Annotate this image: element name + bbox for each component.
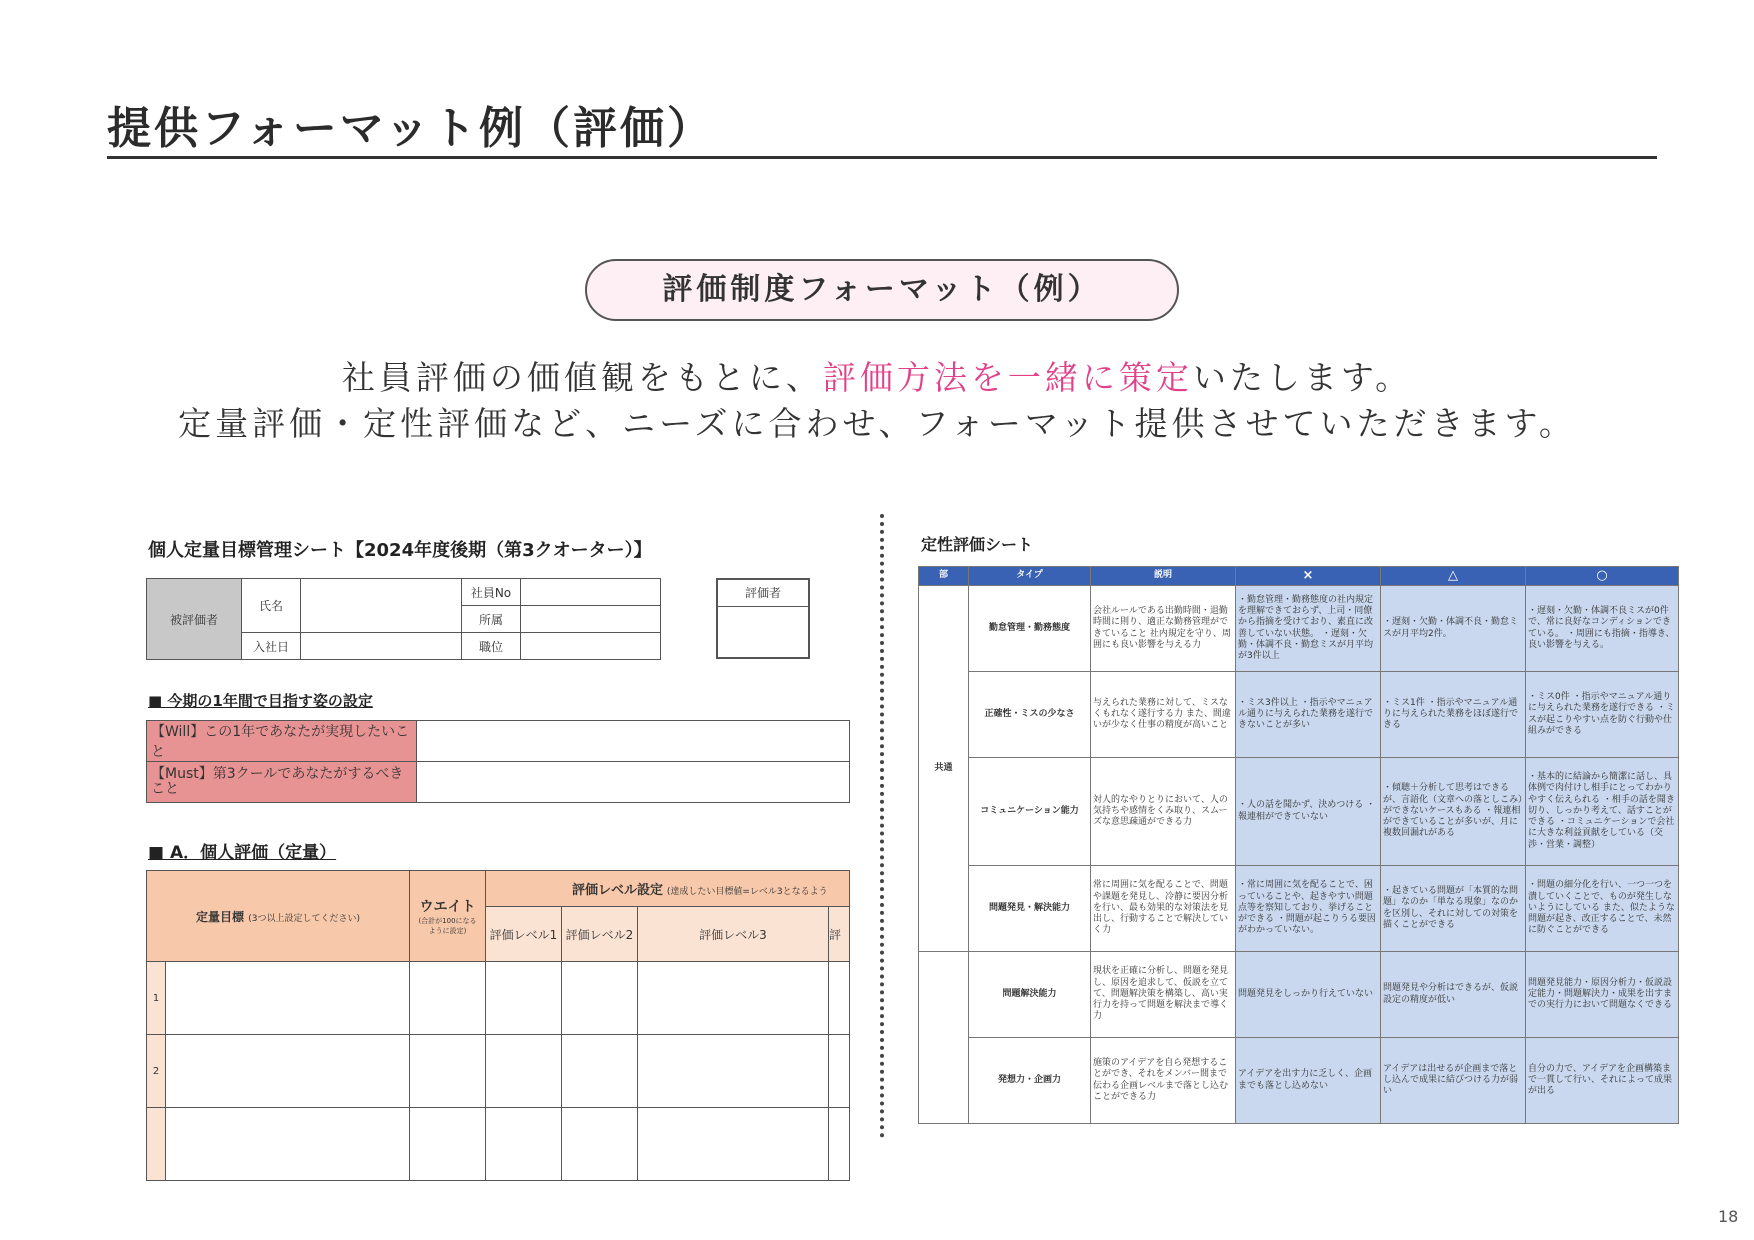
level1-header: 評価レベル1 [486,907,562,962]
level-header [486,871,850,907]
header-desc: 説明 [1091,567,1236,586]
type-cell: 正確性・ミスの少なさ [969,672,1091,758]
cross-cell: ・常に周囲に気を配ることで、困っていることや、起きやすい問題点等を察知しており、挙げることができる ・問題が起こりうる要因がわかっていない。 [1236,866,1381,952]
position-label: 職位 [462,633,521,660]
circle-cell: 自分の力で、アイデアを企画構築まで一貫して行い、それによって成果が出る [1526,1038,1679,1124]
goal-cell[interactable] [166,1035,410,1108]
goal-header-text: 定量目標 [196,909,245,924]
cross-cell: ・勤怠管理・勤務態度の社内規定を理解できておらず、上司・同僚から指摘を受けており、素直に改善していない状態。 ・遅刻・欠勤・体調不良・勤怠ミスが月平均が3件以上 [1236,586,1381,672]
header-cross: × [1236,567,1381,586]
cross-cell: ・人の話を聞かず、決めつける ・報連相ができていない [1236,758,1381,866]
person-info-table [146,578,661,660]
page-title: 提供フォーマット例（評価） [107,103,715,154]
goal-header [147,871,410,962]
quantitative-table-clip [146,870,850,1136]
employee-no-field[interactable] [521,579,661,606]
weight-cell[interactable] [410,962,486,1035]
level3-header: 評価レベル3 [638,907,829,962]
weight-header [410,871,486,962]
level-cell[interactable] [829,962,850,1035]
dept-field[interactable] [521,606,661,633]
page-number: 18 [1718,1207,1739,1226]
triangle-cell: ・遅刻・欠勤・体調不良・勤怠ミスが月平均2件。 [1381,586,1526,672]
lead-text: 社員評価の価値観をもとに、 [341,358,823,397]
circle-cell: ・遅刻・欠勤・体調不良ミスが0件で、常に良好なコンディションできている。 ・周囲にも指摘・指導き、良い影響を与える。 [1526,586,1679,672]
qualitative-sheet-title: 定性評価シート [921,535,1034,554]
type-cell: 発想力・企画力 [969,1038,1091,1124]
desc-cell: 会社ルールである出勤時間・退勤時間に則り、適正な勤務管理ができていること 社内規定を守り、周囲にも良い影響を与える力 [1091,586,1236,672]
triangle-cell: ・傾聴＋分析して思考はできるが、言語化（文章への落としこみ）ができないケースもある ・報連相ができていることが多いが、月に複数回漏れがある [1381,758,1526,866]
header-dept: 部 [919,567,969,586]
desc-cell: 対人的なやりとりにおいて、人の気持ちや感情をくみ取り、スムーズな意思疎通ができる力 [1091,758,1236,866]
triangle-cell: アイデアは出せるが企画まで落とし込んで成果に結びつける力が弱い [1381,1038,1526,1124]
header-triangle: △ [1381,567,1526,586]
will-label: 【Will】この1年であなたが実現したいこと [147,721,417,762]
evaluator-box [716,578,810,659]
group-blank [919,952,969,1124]
type-cell: 勤怠管理・勤務態度 [969,586,1091,672]
name-field[interactable] [301,579,462,633]
header-type: タイプ [969,567,1091,586]
name-label: 氏名 [242,579,301,633]
level-cell[interactable] [562,1035,638,1108]
triangle-cell: 問題発見や分析はできるが、仮説設定の精度が低い [1381,952,1526,1038]
lead-line-2: 定量評価・定性評価など、ニーズに合わせ、フォーマット提供させていただきます。 [178,404,1576,443]
must-label: 【Must】第3クールであなたがするべきこと [147,762,417,803]
weight-cell[interactable] [410,1108,486,1181]
row-number: 2 [147,1035,166,1108]
desc-cell: 現状を正確に分析し、問題を発見し、原因を追求して、仮説を立てて、問題解決策を構築し、高い実行力を持って問題を解決まで導く力 [1091,952,1236,1038]
dotted-divider [880,514,884,1138]
section-heading-quantitative: ■ A．個人評価（定量） [148,843,337,863]
employee-no-label: 社員No [462,579,521,606]
level-cell[interactable] [486,1035,562,1108]
header-circle: ○ [1526,567,1679,586]
group-common: 共通 [919,586,969,952]
evaluatee-label: 被評価者 [147,579,242,660]
evaluator-label: 評価者 [718,580,808,607]
level-cell[interactable] [829,1108,850,1181]
goal-header-note: (3つ以上設定してください) [248,913,360,924]
title-underline [107,156,1657,159]
level-cell[interactable] [486,962,562,1035]
lead-highlight: 評価方法を一緒に策定 [822,358,1193,397]
goal-cell[interactable] [166,962,410,1035]
position-field[interactable] [521,633,661,660]
level-cell[interactable] [638,1108,829,1181]
circle-cell: 問題発見能力・原因分析力・仮説設定能力・問題解決力・成果を出すまでの実行力において問題なくできる [1526,952,1679,1038]
desc-cell: 与えられた業務に対して、ミスなくもれなく遂行する力 また、間違いが少なく仕事の精度が高いこと [1091,672,1236,758]
level-cell[interactable] [829,1035,850,1108]
level-cell[interactable] [562,1108,638,1181]
cross-cell: 問題発見をしっかり行えていない [1236,952,1381,1038]
cross-cell: ・ミス3件以上 ・指示やマニュアル通りに与えられた業務を遂行できないことが多い [1236,672,1381,758]
lead-line-1 [0,352,1754,399]
goal-table [146,720,850,803]
circle-cell: ・ミス0件 ・指示やマニュアル通りに与えられた業務を遂行できる ・ミスが起こりやすい点を防ぐ行動や仕組みができる [1526,672,1679,758]
format-badge: 評価制度フォーマット（例） [585,259,1179,321]
circle-cell: ・基本的に結論から簡潔に話し、具体例で肉付けし相手にとってわかりやすく伝えられる ・相手の話を聞き切り、しっかり考えて、話すことができる ・コミュニケーションで会社に大きな利益貢献をしている（交渉・営業・調整） [1526,758,1679,866]
triangle-cell: ・起きている問題が「本質的な問題」なのか「単なる現象」なのかを区別し、それに対しての対策を描くことができる [1381,866,1526,952]
weight-header-text: ウエイト [419,899,476,915]
level-header-note: (達成したい目標値=レベル3となるよう [666,887,828,897]
row-number: 1 [147,962,166,1035]
will-field[interactable] [417,721,850,762]
goal-cell[interactable] [166,1108,410,1181]
type-cell: コミュニケーション能力 [969,758,1091,866]
qualitative-eval-table [918,566,1679,1124]
level-header-text: 評価レベル設定 [572,883,664,898]
cross-cell: アイデアを出す力に乏しく、企画までも落とし込めない [1236,1038,1381,1124]
type-cell: 問題解決能力 [969,952,1091,1038]
level-cell[interactable] [638,962,829,1035]
level-cell[interactable] [638,1035,829,1108]
level4-header: 評 [829,907,850,962]
weight-cell[interactable] [410,1035,486,1108]
level2-header: 評価レベル2 [562,907,638,962]
triangle-cell: ・ミス1件 ・指示やマニュアル通りに与えられた業務をほぼ遂行できる [1381,672,1526,758]
level-cell[interactable] [486,1108,562,1181]
quantitative-eval-table [146,870,850,1181]
quantitative-sheet-title: 個人定量目標管理シート【2024年度後期（第3クオーター）】 [148,540,652,561]
row-number [147,1108,166,1181]
level-cell[interactable] [562,962,638,1035]
dept-label: 所属 [462,606,521,633]
join-date-label: 入社日 [242,633,301,660]
desc-cell: 施策のアイデアを自ら発想することができ、それをメンバー間まで伝わる企画レベルまで落とし込むことができる力 [1091,1038,1236,1124]
desc-cell: 常に周囲に気を配ることで、問題や課題を発見し、冷静に要因分析を行い、最も効果的な対策法を見出し、行動することで解決していく力 [1091,866,1236,952]
section-heading-goals: ■ 今期の1年間で目指す姿の設定 [148,692,373,710]
join-date-field[interactable] [301,633,462,660]
circle-cell: ・問題の細分化を行い、一つ一つを潰していくことで、ものが発生しないようにしている また、似たような問題が起き、改正することで、未然に防ぐことができる [1526,866,1679,952]
qualitative-table-clip [918,566,1675,1111]
lead-text: いたします。 [1192,358,1413,397]
weight-header-note: (合計が100になるように設定) [418,917,477,935]
type-cell: 問題発見・解決能力 [969,866,1091,952]
must-field[interactable] [417,762,850,803]
